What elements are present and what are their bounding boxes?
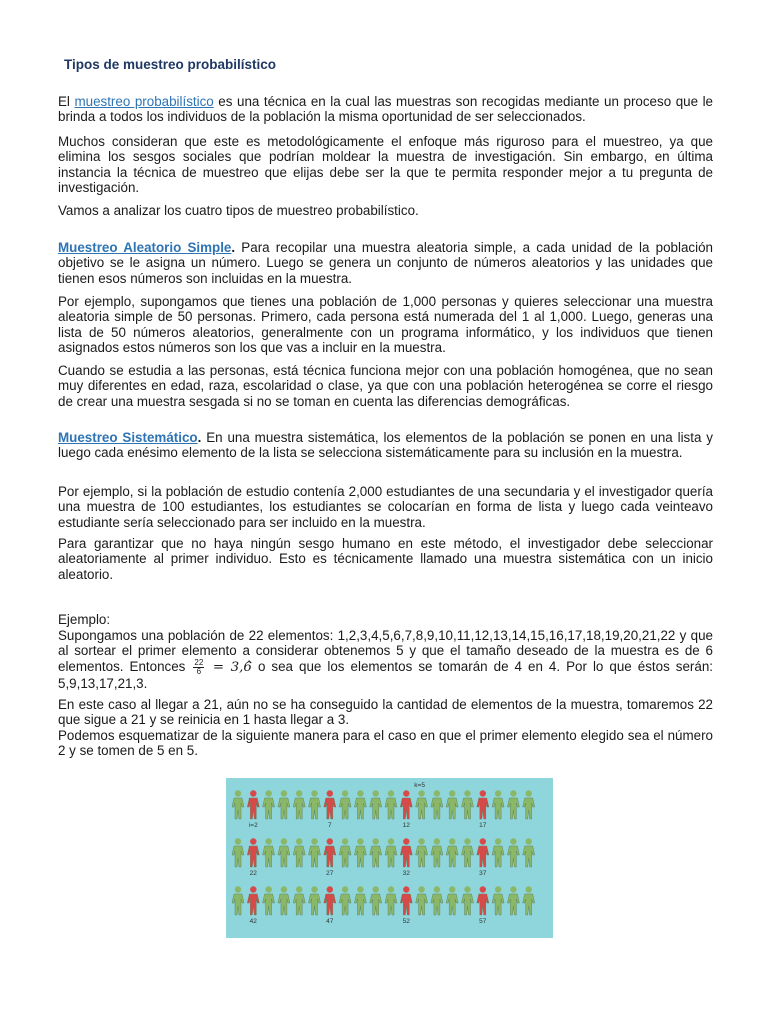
simple-random-example: Por ejemplo, supongamos que tienes una población de 1,000 personas y quieres seleccionar una muestra aleatoria simple de 50 personas. Primero, cada persona está numerada del 1 al 1,000. Luego, generas una lista de 50 números aleatorios, generalmente con un programa informático, y los individuos que tienen asignados estos números son los que vas a incluir en la muestra. [58,294,713,356]
simple-random-heading[interactable]: Muestreo Aleatorio Simple [58,240,232,255]
figure-index-label: 47 [326,918,334,925]
person-figure [385,886,397,915]
person-figure [492,886,504,915]
person-figure [263,838,275,867]
figure-index-label: i=2 [248,822,258,829]
simple-random-paragraph: Muestreo Aleatorio Simple. Para recopilar una muestra aleatoria simple, a cada unidad de la población objetivo se le asigna un número. Luego se genera un conjunto de números aleatorios y las unidades que tienen esos números son incluidas en la muestra. [58,240,713,286]
people-illustration [226,778,553,938]
person-figure [309,886,321,915]
person-figure [232,790,244,819]
muestreo-probabilistico-link[interactable]: muestreo probabilístico [74,94,214,109]
example-body: Supongamos una población de 22 elementos: 1,2,3,4,5,6,7,8,9,10,11,12,13,14,15,16,17,18,19,20,21,22 y que al sortear el primer elemento a considerar obtenemos 5 y que el tamaño deseado de la muestra es de 6 elementos. Entonces $\frac{22}{6}$ = 3,6̂ o sea que los elementos se tomarán de 4 en 4. Por lo que éstos serán: 5,9,13,17,21,3. [58,628,714,691]
person-figure [309,838,321,867]
person-figure [507,838,519,867]
figure-index-label: 17 [479,822,487,829]
selected-person-figure [247,790,259,819]
figure-index-label: 12 [402,822,410,829]
person-figure [354,790,366,819]
k-label: k=5 [414,782,425,789]
selected-person-figure [400,838,412,867]
selected-person-figure [477,790,489,819]
person-figure [370,790,382,819]
person-figure [232,838,244,867]
selected-person-figure [400,790,412,819]
figure-index-label: 32 [402,870,410,877]
systematic-paragraph: Muestreo Sistemático. En una muestra sistemática, los elementos de la población se ponen en una lista y luego cada enésimo elemento de la lista se selecciona sistemáticamente para su inclusión en la muestra. [58,430,713,461]
person-figure [492,790,504,819]
example-label: Ejemplo: [58,612,111,627]
person-figure [431,838,443,867]
person-figure [278,886,290,915]
systematic-random-start: Para garantizar que no haya ningún sesgo humano en este método, el investigador debe seleccionar aleatoriamente al primer individuo. Esto es técnicamente llamado una muestra sistemática con un inicio aleatorio. [58,536,713,582]
person-figure [293,886,305,915]
person-figure [492,838,504,867]
figure-index-label: 37 [479,870,487,877]
person-figure [446,838,458,867]
simple-random-homogeneous: Cuando se estudia a las personas, está técnica funciona mejor con una población homogénea, que no sean muy diferentes en edad, raza, escolaridad o clase, ya que con una población heterogénea se corre el riesgo de crear una muestra sesgada si no se toman en cuenta las diferencias demográficas. [58,363,713,409]
person-figure [293,838,305,867]
example-schema: Podemos esquematizar de la siguiente manera para el caso en que el primer elemento elegido sea el número 2 y se tomen de 5 en 5. [58,728,713,759]
figure-index-label: 27 [326,870,334,877]
person-figure [416,886,428,915]
person-figure [446,886,458,915]
person-figure [263,886,275,915]
person-figure [339,886,351,915]
fraction: $\frac{22}{6}$ [194,657,204,676]
person-figure [523,790,535,819]
person-figure [278,838,290,867]
selected-person-figure [324,886,336,915]
person-figure [507,790,519,819]
selected-person-figure [477,838,489,867]
person-figure [385,838,397,867]
figure-index-label: 52 [402,918,410,925]
figure-index-label: 57 [479,918,487,925]
person-figure [523,838,535,867]
figure-index-label: 7 [327,822,332,829]
person-figure [462,790,474,819]
example-wrap: En este caso al llegar a 21, aún no se ha conseguido la cantidad de elementos de la muestra, tomaremos 22 que sigue a 21 y se reinicia en 1 hasta llegar a 3. [58,697,713,728]
selected-person-figure [477,886,489,915]
person-figure [507,886,519,915]
person-figure [462,886,474,915]
selected-person-figure [247,838,259,867]
figure-index-label: 22 [249,870,257,877]
person-figure [339,838,351,867]
person-figure [370,886,382,915]
person-figure [416,838,428,867]
paragraph-four-types: Vamos a analizar los cuatro tipos de muestreo probabilístico. [58,203,419,218]
systematic-example: Por ejemplo, si la población de estudio contenía 2,000 estudiantes de una secundaria y el investigador quería una muestra de 100 estudiantes, los estudiantes se colocarían en forma de lista y luego cada veinteavo estudiante sería seleccionado para ser incluido en la muestra. [58,484,713,530]
person-figure [416,790,428,819]
systematic-heading[interactable]: Muestreo Sistemático [58,430,198,445]
person-figure [370,838,382,867]
paragraph-rigor: Muchos consideran que este es metodológicamente el enfoque más riguroso para el muestreo, ya que elimina los sesgos sociales que podrían moldear la muestra de investigación. Sin embargo, en última instancia la técnica de muestreo que elijas debe ser la que te permita responder mejor a tu pregunta de investigación. [58,134,713,196]
selected-person-figure [324,838,336,867]
person-figure [339,790,351,819]
person-figure [462,838,474,867]
selected-person-figure [247,886,259,915]
person-figure [309,790,321,819]
person-figure [431,790,443,819]
figure-index-label: 42 [249,918,257,925]
systematic-sampling-figure [226,778,553,938]
selected-person-figure [324,790,336,819]
selected-person-figure [400,886,412,915]
intro-paragraph: El muestreo probabilístico es una técnica en la cual las muestras son recogidas mediante un proceso que le brinda a todos los individuos de la población la misma oportunidad de ser seleccionados. [58,94,714,125]
person-figure [446,790,458,819]
person-figure [278,790,290,819]
person-figure [354,886,366,915]
person-figure [263,790,275,819]
person-figure [232,886,244,915]
person-figure [431,886,443,915]
page-title: Tipos de muestreo probabilístico [64,57,277,72]
person-figure [293,790,305,819]
person-figure [354,838,366,867]
person-figure [523,886,535,915]
person-figure [385,790,397,819]
